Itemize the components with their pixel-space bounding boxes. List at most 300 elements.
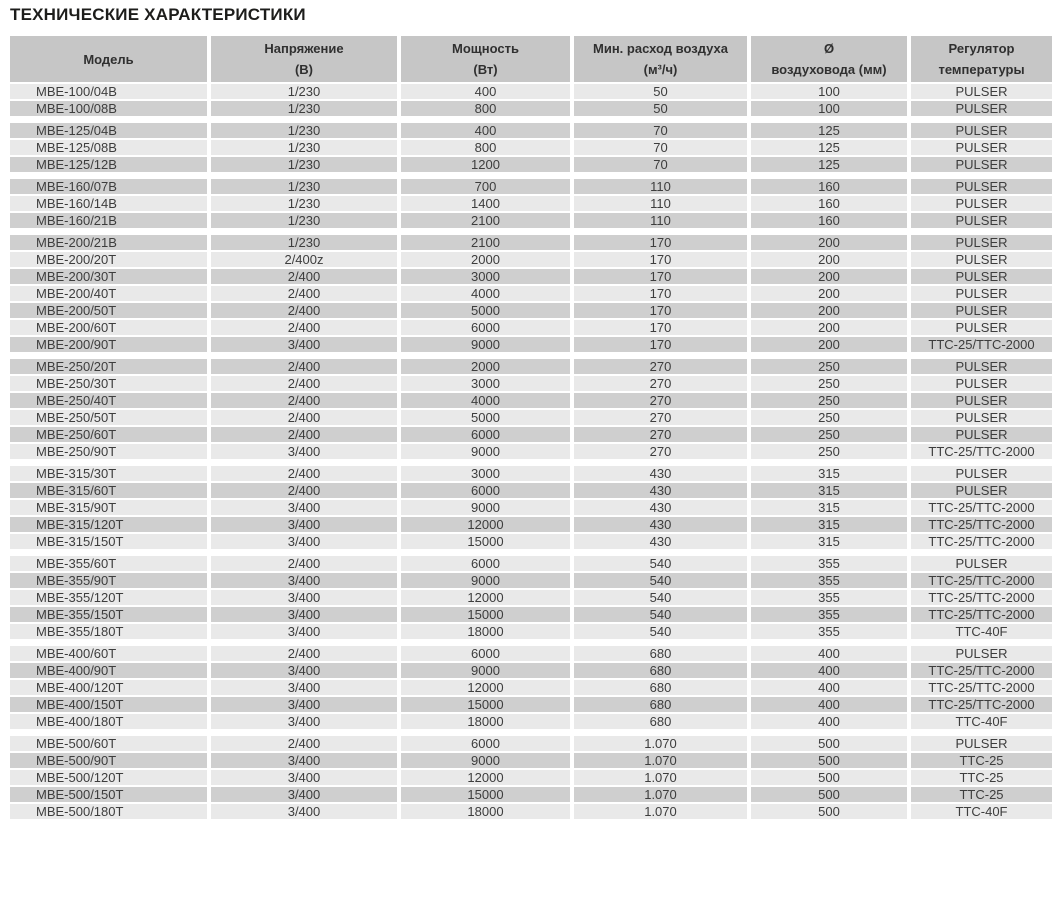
column-header-unit: воздуховода (мм) [771,62,887,77]
cell-diameter: 315 [747,466,907,483]
cell-voltage: 1/230 [207,196,397,213]
cell-power: 2000 [397,359,570,376]
cell-airflow: 1.070 [570,770,747,787]
cell-model: MBE-250/50T [10,410,207,427]
cell-regulator: TTC-25 [907,787,1052,804]
table-row [10,393,1052,410]
specs-table [10,36,1052,821]
cell-voltage: 3/400 [207,517,397,534]
cell-power: 9000 [397,663,570,680]
cell-power: 9000 [397,337,570,354]
cell-airflow: 430 [570,500,747,517]
cell-regulator: PULSER [907,359,1052,376]
table-row [10,556,1052,573]
column-header-airflow [570,36,747,84]
specs-table-header [10,36,1052,84]
cell-voltage: 1/230 [207,235,397,252]
column-header-label: Мин. расход воздуха [593,41,728,56]
column-header-unit: (В) [294,62,314,77]
cell-airflow: 540 [570,556,747,573]
cell-power: 12000 [397,590,570,607]
cell-regulator: PULSER [907,556,1052,573]
table-row [10,140,1052,157]
cell-airflow: 1.070 [570,804,747,821]
cell-airflow: 680 [570,663,747,680]
cell-diameter: 160 [747,179,907,196]
table-row [10,444,1052,461]
cell-airflow: 430 [570,466,747,483]
cell-diameter: 500 [747,736,907,753]
cell-power: 1400 [397,196,570,213]
table-row [10,624,1052,641]
cell-voltage: 1/230 [207,123,397,140]
cell-model: MBE-500/60T [10,736,207,753]
table-row [10,753,1052,770]
cell-diameter: 315 [747,517,907,534]
table-row [10,590,1052,607]
cell-model: MBE-125/04B [10,123,207,140]
cell-model: MBE-200/20T [10,252,207,269]
cell-power: 15000 [397,697,570,714]
cell-model: MBE-200/30T [10,269,207,286]
cell-diameter: 125 [747,123,907,140]
cell-voltage: 2/400 [207,303,397,320]
cell-regulator: TTC-25/TTC-2000 [907,697,1052,714]
cell-diameter: 200 [747,286,907,303]
cell-diameter: 250 [747,410,907,427]
cell-regulator: PULSER [907,101,1052,118]
cell-model: MBE-355/60T [10,556,207,573]
cell-model: MBE-500/150T [10,787,207,804]
cell-voltage: 2/400 [207,483,397,500]
cell-voltage: 3/400 [207,607,397,624]
cell-voltage: 2/400 [207,376,397,393]
table-row [10,320,1052,337]
cell-airflow: 270 [570,393,747,410]
table-row [10,517,1052,534]
cell-power: 15000 [397,607,570,624]
cell-regulator: PULSER [907,286,1052,303]
cell-diameter: 400 [747,680,907,697]
cell-voltage: 1/230 [207,140,397,157]
cell-diameter: 200 [747,337,907,354]
cell-voltage: 3/400 [207,804,397,821]
cell-power: 6000 [397,483,570,500]
cell-airflow: 170 [570,252,747,269]
cell-airflow: 680 [570,714,747,731]
cell-voltage: 3/400 [207,534,397,551]
cell-voltage: 2/400 [207,466,397,483]
cell-airflow: 110 [570,213,747,230]
table-row [10,500,1052,517]
table-row [10,663,1052,680]
cell-diameter: 200 [747,252,907,269]
cell-airflow: 680 [570,680,747,697]
cell-model: MBE-500/180T [10,804,207,821]
cell-power: 9000 [397,444,570,461]
cell-model: MBE-355/120T [10,590,207,607]
cell-regulator: PULSER [907,84,1052,101]
table-row [10,303,1052,320]
cell-regulator: TTC-25 [907,770,1052,787]
cell-airflow: 170 [570,303,747,320]
cell-voltage: 2/400 [207,427,397,444]
cell-diameter: 250 [747,393,907,410]
cell-airflow: 270 [570,376,747,393]
cell-diameter: 200 [747,320,907,337]
column-header-regulator [907,36,1052,84]
cell-diameter: 315 [747,534,907,551]
table-row [10,714,1052,731]
cell-airflow: 110 [570,196,747,213]
cell-diameter: 100 [747,84,907,101]
cell-model: MBE-160/07B [10,179,207,196]
cell-power: 6000 [397,427,570,444]
cell-power: 5000 [397,410,570,427]
table-row [10,213,1052,230]
column-header-label: Ø [823,41,835,56]
cell-regulator: TTC-25/TTC-2000 [907,500,1052,517]
cell-voltage: 3/400 [207,573,397,590]
cell-voltage: 2/400 [207,269,397,286]
cell-model: MBE-315/60T [10,483,207,500]
cell-diameter: 400 [747,663,907,680]
cell-diameter: 160 [747,213,907,230]
table-row [10,84,1052,101]
cell-model: MBE-500/90T [10,753,207,770]
cell-power: 9000 [397,753,570,770]
cell-regulator: PULSER [907,269,1052,286]
cell-regulator: TTC-25/TTC-2000 [907,517,1052,534]
cell-voltage: 2/400 [207,286,397,303]
cell-voltage: 1/230 [207,157,397,174]
cell-airflow: 170 [570,320,747,337]
cell-airflow: 70 [570,140,747,157]
cell-diameter: 400 [747,714,907,731]
cell-airflow: 270 [570,427,747,444]
cell-regulator: PULSER [907,427,1052,444]
cell-model: MBE-250/40T [10,393,207,410]
cell-model: MBE-355/90T [10,573,207,590]
cell-model: MBE-200/50T [10,303,207,320]
cell-voltage: 1/230 [207,101,397,118]
cell-model: MBE-200/90T [10,337,207,354]
cell-regulator: PULSER [907,376,1052,393]
cell-regulator: PULSER [907,646,1052,663]
cell-diameter: 355 [747,607,907,624]
cell-diameter: 355 [747,573,907,590]
cell-power: 400 [397,84,570,101]
cell-airflow: 540 [570,607,747,624]
column-header-power [397,36,570,84]
cell-power: 700 [397,179,570,196]
cell-diameter: 200 [747,269,907,286]
table-row [10,101,1052,118]
table-row [10,483,1052,500]
cell-voltage: 3/400 [207,714,397,731]
table-row [10,573,1052,590]
table-row [10,179,1052,196]
table-row [10,157,1052,174]
cell-airflow: 540 [570,590,747,607]
cell-power: 9000 [397,500,570,517]
cell-model: MBE-400/60T [10,646,207,663]
cell-airflow: 170 [570,235,747,252]
cell-diameter: 315 [747,500,907,517]
specs-table-body [10,84,1052,821]
cell-diameter: 125 [747,157,907,174]
cell-regulator: TTC-40F [907,804,1052,821]
column-header-voltage [207,36,397,84]
cell-airflow: 170 [570,337,747,354]
cell-airflow: 1.070 [570,787,747,804]
cell-airflow: 430 [570,534,747,551]
cell-power: 3000 [397,466,570,483]
column-header-unit: температуры [938,62,1025,77]
cell-power: 15000 [397,534,570,551]
cell-airflow: 430 [570,517,747,534]
cell-model: MBE-200/40T [10,286,207,303]
cell-regulator: PULSER [907,736,1052,753]
table-row [10,196,1052,213]
cell-voltage: 3/400 [207,787,397,804]
cell-regulator: PULSER [907,252,1052,269]
table-row [10,607,1052,624]
cell-power: 12000 [397,517,570,534]
cell-power: 18000 [397,804,570,821]
cell-diameter: 500 [747,753,907,770]
cell-airflow: 430 [570,483,747,500]
cell-model: MBE-250/30T [10,376,207,393]
cell-power: 5000 [397,303,570,320]
cell-diameter: 250 [747,376,907,393]
cell-power: 15000 [397,787,570,804]
cell-voltage: 2/400 [207,393,397,410]
cell-regulator: PULSER [907,466,1052,483]
cell-airflow: 170 [570,286,747,303]
cell-power: 4000 [397,393,570,410]
cell-model: MBE-315/30T [10,466,207,483]
table-row [10,252,1052,269]
cell-regulator: TTC-25/TTC-2000 [907,534,1052,551]
header-row [10,36,1052,84]
cell-model: MBE-315/150T [10,534,207,551]
column-header-diameter [747,36,907,84]
cell-voltage: 1/230 [207,179,397,196]
cell-regulator: TTC-25/TTC-2000 [907,444,1052,461]
cell-airflow: 50 [570,84,747,101]
table-row [10,410,1052,427]
cell-voltage: 3/400 [207,500,397,517]
table-row [10,697,1052,714]
cell-airflow: 70 [570,157,747,174]
cell-regulator: PULSER [907,157,1052,174]
cell-airflow: 1.070 [570,736,747,753]
cell-voltage: 3/400 [207,753,397,770]
cell-regulator: TTC-25/TTC-2000 [907,590,1052,607]
cell-airflow: 270 [570,444,747,461]
cell-regulator: TTC-25/TTC-2000 [907,607,1052,624]
cell-model: MBE-400/90T [10,663,207,680]
cell-airflow: 680 [570,697,747,714]
column-header-label: Модель [83,51,134,67]
cell-power: 3000 [397,376,570,393]
cell-regulator: PULSER [907,303,1052,320]
cell-model: MBE-355/150T [10,607,207,624]
cell-regulator: PULSER [907,196,1052,213]
column-header-unit: (Вт) [473,62,498,77]
cell-power: 18000 [397,714,570,731]
cell-airflow: 680 [570,646,747,663]
cell-diameter: 355 [747,624,907,641]
cell-diameter: 400 [747,697,907,714]
cell-power: 6000 [397,736,570,753]
table-row [10,770,1052,787]
table-row [10,427,1052,444]
cell-voltage: 2/400 [207,646,397,663]
cell-diameter: 400 [747,646,907,663]
table-row [10,534,1052,551]
cell-airflow: 270 [570,410,747,427]
cell-voltage: 2/400 [207,556,397,573]
cell-airflow: 50 [570,101,747,118]
cell-power: 9000 [397,573,570,590]
cell-voltage: 2/400 [207,736,397,753]
cell-model: MBE-315/90T [10,500,207,517]
table-row [10,359,1052,376]
cell-power: 12000 [397,770,570,787]
cell-voltage: 2/400 [207,359,397,376]
cell-regulator: TTC-40F [907,714,1052,731]
column-header-model [10,36,207,84]
cell-diameter: 250 [747,359,907,376]
cell-model: MBE-500/120T [10,770,207,787]
cell-diameter: 355 [747,590,907,607]
table-row [10,376,1052,393]
cell-regulator: TTC-40F [907,624,1052,641]
cell-model: MBE-200/21B [10,235,207,252]
cell-model: MBE-250/20T [10,359,207,376]
cell-voltage: 3/400 [207,697,397,714]
cell-diameter: 200 [747,235,907,252]
cell-diameter: 160 [747,196,907,213]
cell-power: 2100 [397,213,570,230]
cell-voltage: 3/400 [207,663,397,680]
cell-airflow: 540 [570,573,747,590]
cell-model: MBE-100/08B [10,101,207,118]
page-title: ТЕХНИЧЕСКИЕ ХАРАКТЕРИСТИКИ [10,5,306,24]
cell-regulator: TTC-25/TTC-2000 [907,680,1052,697]
cell-voltage: 3/400 [207,680,397,697]
cell-voltage: 1/230 [207,213,397,230]
cell-model: MBE-100/04B [10,84,207,101]
cell-regulator: TTC-25/TTC-2000 [907,663,1052,680]
cell-regulator: PULSER [907,393,1052,410]
cell-model: MBE-160/14B [10,196,207,213]
cell-voltage: 2/400 [207,320,397,337]
cell-regulator: TTC-25/TTC-2000 [907,337,1052,354]
cell-voltage: 3/400 [207,337,397,354]
column-header-label: Мощность [452,41,519,56]
table-row [10,680,1052,697]
cell-model: MBE-250/90T [10,444,207,461]
cell-power: 18000 [397,624,570,641]
cell-airflow: 70 [570,123,747,140]
cell-power: 4000 [397,286,570,303]
cell-diameter: 500 [747,804,907,821]
table-row [10,123,1052,140]
cell-regulator: PULSER [907,410,1052,427]
cell-power: 2100 [397,235,570,252]
cell-diameter: 500 [747,787,907,804]
cell-regulator: PULSER [907,179,1052,196]
cell-model: MBE-125/08B [10,140,207,157]
column-header-label: Регулятор [948,41,1015,56]
cell-voltage: 3/400 [207,770,397,787]
cell-regulator: TTC-25 [907,753,1052,770]
column-header-label: Напряжение [264,41,344,56]
cell-power: 1200 [397,157,570,174]
cell-airflow: 110 [570,179,747,196]
cell-model: MBE-200/60T [10,320,207,337]
cell-diameter: 200 [747,303,907,320]
cell-voltage: 1/230 [207,84,397,101]
cell-power: 800 [397,101,570,118]
cell-diameter: 125 [747,140,907,157]
cell-regulator: PULSER [907,123,1052,140]
cell-model: MBE-355/180T [10,624,207,641]
cell-voltage: 2/400 [207,410,397,427]
cell-diameter: 315 [747,483,907,500]
cell-power: 800 [397,140,570,157]
cell-model: MBE-400/120T [10,680,207,697]
cell-power: 6000 [397,556,570,573]
table-row [10,466,1052,483]
cell-regulator: TTC-25/TTC-2000 [907,573,1052,590]
cell-regulator: PULSER [907,213,1052,230]
cell-diameter: 250 [747,444,907,461]
table-row [10,804,1052,821]
cell-regulator: PULSER [907,235,1052,252]
cell-airflow: 1.070 [570,753,747,770]
table-row [10,646,1052,663]
cell-voltage: 3/400 [207,624,397,641]
cell-power: 400 [397,123,570,140]
cell-power: 3000 [397,269,570,286]
cell-diameter: 250 [747,427,907,444]
table-row [10,736,1052,753]
cell-model: MBE-125/12B [10,157,207,174]
cell-airflow: 270 [570,359,747,376]
cell-voltage: 3/400 [207,590,397,607]
cell-diameter: 100 [747,101,907,118]
cell-diameter: 500 [747,770,907,787]
table-row [10,235,1052,252]
cell-model: MBE-400/180T [10,714,207,731]
table-row [10,337,1052,354]
table-row [10,787,1052,804]
cell-airflow: 540 [570,624,747,641]
table-row [10,286,1052,303]
cell-model: MBE-250/60T [10,427,207,444]
table-row [10,269,1052,286]
cell-voltage: 3/400 [207,444,397,461]
cell-regulator: PULSER [907,483,1052,500]
cell-regulator: PULSER [907,140,1052,157]
cell-model: MBE-160/21B [10,213,207,230]
cell-voltage: 2/400z [207,252,397,269]
cell-power: 6000 [397,320,570,337]
